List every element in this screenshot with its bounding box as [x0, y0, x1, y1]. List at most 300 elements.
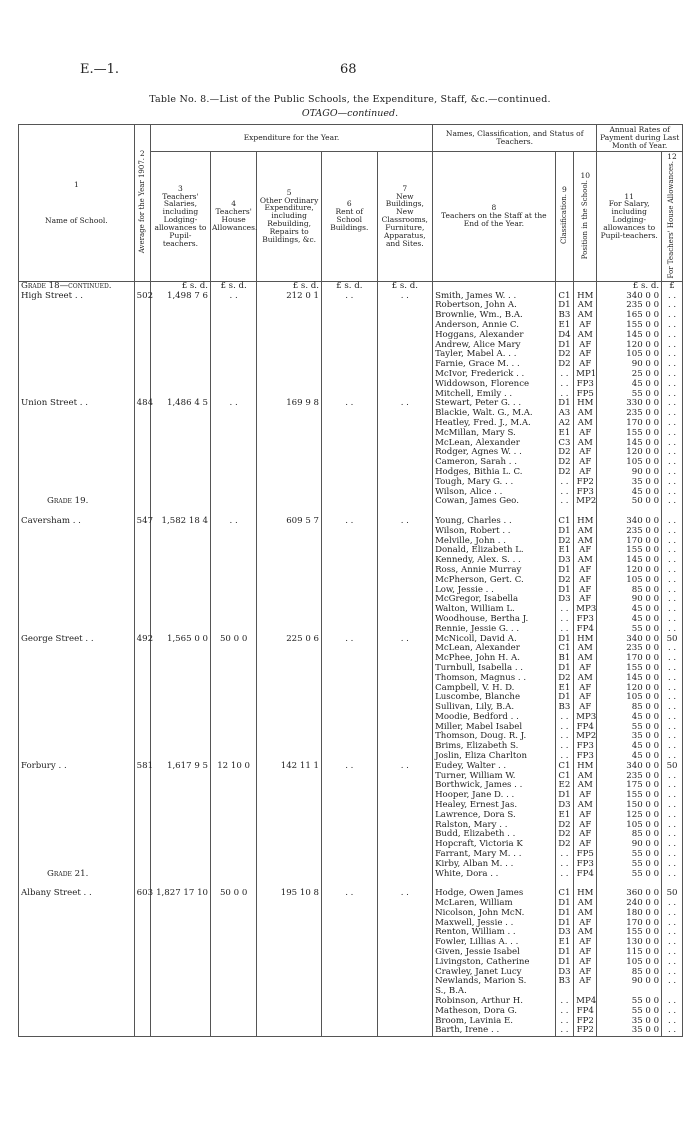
cell-salary-rate: 35 0 0	[597, 478, 662, 488]
col-salary-rate-header	[597, 151, 662, 281]
cell-salary-rate: 330 0 0	[597, 399, 662, 409]
cell-school	[19, 644, 135, 654]
cell-salaries	[150, 742, 210, 752]
col-number: 6	[346, 199, 352, 209]
cell-teacher-name: McLaren, William	[433, 899, 556, 909]
cell-school	[19, 478, 135, 488]
cell-salaries	[150, 781, 210, 791]
cell-school	[19, 360, 135, 370]
cell-house-rate: . .	[662, 1007, 683, 1017]
cell-salary-rate: 340 0 0	[597, 292, 662, 302]
cell-rent	[322, 419, 378, 429]
cell-average	[134, 830, 150, 840]
cell-classification: E1	[555, 546, 574, 556]
cell-school	[19, 458, 135, 468]
cell-average	[134, 938, 150, 948]
cell-school	[19, 301, 135, 311]
cell-other-expenditure	[257, 644, 322, 654]
cell-position: AF	[574, 811, 597, 821]
col-label: Name of School.	[45, 215, 108, 225]
cell-classification: C1	[555, 292, 574, 302]
cell-teacher-name: Kennedy, Alex. S. . .	[433, 556, 556, 566]
cell-rent	[322, 703, 378, 713]
col-number: 9	[562, 185, 567, 195]
cell-house-allowance	[211, 928, 257, 938]
cell-salary-rate: 240 0 0	[597, 899, 662, 909]
cell-teacher-name: Farnie, Grace M. . .	[433, 360, 556, 370]
cell-rent: . .	[322, 762, 378, 772]
cell-rent	[322, 537, 378, 547]
cell-rent	[322, 527, 378, 537]
cell-classification: . .	[555, 380, 574, 390]
cell-other-expenditure	[257, 997, 322, 1007]
cell-average: 484	[134, 399, 150, 409]
cell-salaries: £ s. d.	[150, 281, 210, 291]
cell-salary-rate: 105 0 0	[597, 693, 662, 703]
cell-house-rate: . .	[662, 586, 683, 596]
cell-classification: D1	[555, 635, 574, 645]
cell-house-allowance	[211, 605, 257, 615]
cell-house-rate: . .	[662, 850, 683, 860]
cell-teacher-name: Donald, Elizabeth L.	[433, 546, 556, 556]
cell-house-allowance	[211, 919, 257, 929]
col-label: New Buildings, New Classrooms, Furniture, Apparatus, and Sites.	[381, 191, 428, 248]
cell-classification: . .	[555, 390, 574, 400]
cell-average	[134, 772, 150, 782]
cell-salaries	[150, 546, 210, 556]
cell-salary-rate: 170 0 0	[597, 654, 662, 664]
cell-house-rate: . .	[662, 605, 683, 615]
cell-new-buildings	[377, 409, 433, 419]
cell-salaries	[150, 527, 210, 537]
cell-new-buildings	[377, 693, 433, 703]
cell-average	[134, 684, 150, 694]
cell-teacher-name: Turnbull, Isabella . .	[433, 664, 556, 674]
cell-house-allowance	[211, 723, 257, 733]
cell-classification: . .	[555, 497, 574, 507]
cell-salary-rate: 55 0 0	[597, 625, 662, 635]
cell-school	[19, 1007, 135, 1017]
cell-classification: E1	[555, 684, 574, 694]
cell-teacher-name: Newlands, Marion S.	[433, 977, 556, 987]
cell-house-rate: . .	[662, 948, 683, 958]
cell-average: 603	[134, 889, 150, 899]
cell-school	[19, 331, 135, 341]
cell-average	[134, 321, 150, 331]
cell-new-buildings	[377, 468, 433, 478]
cell-position: AM	[574, 674, 597, 684]
cell-salary-rate: 155 0 0	[597, 791, 662, 801]
cell-salaries	[150, 723, 210, 733]
cell-salaries	[150, 360, 210, 370]
cell-salaries	[150, 801, 210, 811]
cell-teacher-name: Livingston, Catherine	[433, 958, 556, 968]
cell-other-expenditure	[257, 732, 322, 742]
cell-salaries	[150, 674, 210, 684]
cell-average	[134, 458, 150, 468]
cell-position: AF	[574, 919, 597, 929]
cell-teacher-name: McGregor, Isabella	[433, 595, 556, 605]
cell-house-allowance	[211, 566, 257, 576]
cell-house-allowance	[211, 811, 257, 821]
cell-rent: . .	[322, 889, 378, 899]
cell-house-allowance	[211, 341, 257, 351]
cell-salaries	[150, 537, 210, 547]
cell-house-allowance	[211, 958, 257, 968]
cell-classification: D1	[555, 664, 574, 674]
cell-new-buildings	[377, 566, 433, 576]
cell-teacher-name: Eudey, Walter . .	[433, 762, 556, 772]
cell-salary-rate: £ s. d.	[597, 281, 662, 291]
col-house-rate-header	[662, 151, 683, 281]
cell-position: AM	[574, 928, 597, 938]
cell-new-buildings	[377, 850, 433, 860]
cell-new-buildings	[377, 723, 433, 733]
col-house-header	[211, 151, 257, 281]
cell-other-expenditure	[257, 870, 322, 880]
cell-house-allowance	[211, 674, 257, 684]
cell-average	[134, 497, 150, 507]
cell-other-expenditure	[257, 341, 322, 351]
cell-house-allowance	[211, 821, 257, 831]
cell-other-expenditure	[257, 713, 322, 723]
cell-rent: . .	[322, 292, 378, 302]
cell-teacher-name: Hopcraft, Victoria K	[433, 840, 556, 850]
cell-salary-rate: 235 0 0	[597, 301, 662, 311]
cell-classification: . .	[555, 625, 574, 635]
cell-other-expenditure	[257, 576, 322, 586]
cell-new-buildings	[377, 488, 433, 498]
cell-new-buildings	[377, 1017, 433, 1027]
cell-teacher-name: Ross, Annie Murray	[433, 566, 556, 576]
cell-average	[134, 301, 150, 311]
cell-house-allowance	[211, 1007, 257, 1017]
cell-new-buildings	[377, 968, 433, 978]
cell-salaries: 1,498 7 6	[150, 292, 210, 302]
cell-rent	[322, 968, 378, 978]
cell-house-rate: . .	[662, 556, 683, 566]
cell-classification: D1	[555, 301, 574, 311]
cell-new-buildings	[377, 840, 433, 850]
cell-teacher-name: Renton, William . .	[433, 928, 556, 938]
cell-other-expenditure	[257, 497, 322, 507]
cell-school: Caversham . .	[19, 517, 135, 527]
cell-salary-rate: 25 0 0	[597, 370, 662, 380]
cell-new-buildings	[377, 1007, 433, 1017]
cell-average	[134, 811, 150, 821]
cell-house-allowance	[211, 870, 257, 880]
cell-teacher-name: Brims, Elizabeth S.	[433, 742, 556, 752]
cell-school	[19, 370, 135, 380]
cell-classification: D3	[555, 928, 574, 938]
cell-house-allowance	[211, 468, 257, 478]
col-position-header	[574, 151, 597, 281]
cell-school	[19, 801, 135, 811]
cell-position: AM	[574, 331, 597, 341]
cell-salaries	[150, 488, 210, 498]
cell-teacher-name: Thomson, Magnus . .	[433, 674, 556, 684]
cell-house-allowance	[211, 860, 257, 870]
cell-rent	[322, 948, 378, 958]
cell-new-buildings	[377, 928, 433, 938]
cell-school	[19, 409, 135, 419]
cell-rent	[322, 350, 378, 360]
cell-teacher-name: Walton, William L.	[433, 605, 556, 615]
cell-other-expenditure	[257, 860, 322, 870]
cell-house-rate: . .	[662, 458, 683, 468]
cell-house-allowance	[211, 644, 257, 654]
cell-house-allowance	[211, 1017, 257, 1027]
cell-house-allowance	[211, 527, 257, 537]
cell-house-rate: . .	[662, 723, 683, 733]
col-label: For Salary, including Lodging-allowances to Pupil-teachers.	[600, 199, 658, 240]
cell-salary-rate: 235 0 0	[597, 772, 662, 782]
cell-position: AM	[574, 527, 597, 537]
cell-teacher-name: Young, Charles . .	[433, 517, 556, 527]
cell-salaries	[150, 1017, 210, 1027]
table-row	[19, 977, 683, 987]
cell-house-rate: . .	[662, 350, 683, 360]
cell-other-expenditure	[257, 909, 322, 919]
cell-average	[134, 948, 150, 958]
cell-average	[134, 1026, 150, 1036]
cell-other-expenditure	[257, 723, 322, 733]
cell-classification: D1	[555, 909, 574, 919]
cell-other-expenditure	[257, 586, 322, 596]
cell-other-expenditure	[257, 654, 322, 664]
cell-teacher-name: Hodges, Bithia L. C.	[433, 468, 556, 478]
cell-teacher-name: McLean, Alexander	[433, 644, 556, 654]
cell-rent	[322, 664, 378, 674]
cell-house-allowance	[211, 497, 257, 507]
cell-teacher-name: Melville, John . .	[433, 537, 556, 547]
cell-classification: . .	[555, 997, 574, 1007]
cell-position: MP4	[574, 997, 597, 1007]
cell-school	[19, 840, 135, 850]
col-classification-header	[555, 151, 574, 281]
cell-house-rate: . .	[662, 781, 683, 791]
cell-salary-rate: 165 0 0	[597, 311, 662, 321]
cell-school	[19, 830, 135, 840]
cell-position: HM	[574, 635, 597, 645]
cell-teacher-name: Borthwick, James . .	[433, 781, 556, 791]
cell-other-expenditure	[257, 556, 322, 566]
cell-rent	[322, 870, 378, 880]
cell-salaries	[150, 850, 210, 860]
cell-classification: E1	[555, 938, 574, 948]
cell-house-allowance	[211, 429, 257, 439]
cell-other-expenditure	[257, 977, 322, 987]
col-number: 3	[178, 183, 183, 193]
cell-house-allowance	[211, 987, 257, 997]
cell-position: AF	[574, 595, 597, 605]
cell-salary-rate: 35 0 0	[597, 1026, 662, 1036]
cell-average	[134, 732, 150, 742]
cell-other-expenditure	[257, 801, 322, 811]
cell-average: 581	[134, 762, 150, 772]
col-number: 11	[624, 191, 634, 201]
cell-other-expenditure	[257, 370, 322, 380]
cell-rent	[322, 850, 378, 860]
cell-position: AF	[574, 586, 597, 596]
cell-other-expenditure	[257, 742, 322, 752]
cell-school	[19, 556, 135, 566]
cell-salaries	[150, 938, 210, 948]
cell-position: AF	[574, 830, 597, 840]
cell-average	[134, 860, 150, 870]
cell-other-expenditure: 225 0 6	[257, 635, 322, 645]
report-code: E.—1.	[80, 62, 120, 77]
cell-house-rate: 50	[662, 889, 683, 899]
cell-classification: D2	[555, 360, 574, 370]
cell-average	[134, 586, 150, 596]
col-label: Average for the Year 1907.	[137, 158, 146, 254]
cell-other-expenditure	[257, 1026, 322, 1036]
cell-salary-rate: 340 0 0	[597, 517, 662, 527]
cell-house-rate: . .	[662, 801, 683, 811]
cell-new-buildings	[377, 301, 433, 311]
cell-new-buildings: . .	[377, 517, 433, 527]
cell-house-rate: . .	[662, 370, 683, 380]
cell-classification: D2	[555, 576, 574, 586]
col-label: Rent of School Buildings.	[330, 207, 369, 233]
col-label: Classification.	[559, 194, 568, 245]
col-average-header	[134, 125, 150, 282]
cell-other-expenditure: 169 9 8	[257, 399, 322, 409]
cell-position: AF	[574, 566, 597, 576]
cell-new-buildings	[377, 938, 433, 948]
cell-teacher-name: Crawley, Janet Lucy	[433, 968, 556, 978]
col-number: 8	[491, 203, 497, 213]
cell-house-allowance	[211, 350, 257, 360]
cell-teacher-name: Low, Jessie . .	[433, 586, 556, 596]
cell-house-allowance	[211, 997, 257, 1007]
cell-position: AF	[574, 429, 597, 439]
cell-rent	[322, 1007, 378, 1017]
cell-new-buildings	[377, 674, 433, 684]
cell-new-buildings	[377, 713, 433, 723]
cell-house-allowance	[211, 830, 257, 840]
cell-teacher-name: Tayler, Mabel A. . .	[433, 350, 556, 360]
cell-average	[134, 840, 150, 850]
cell-position: AM	[574, 772, 597, 782]
cell-house-allowance	[211, 448, 257, 458]
cell-new-buildings	[377, 830, 433, 840]
cell-rent	[322, 546, 378, 556]
cell-house-allowance	[211, 458, 257, 468]
cell-position: AF	[574, 968, 597, 978]
cell-average	[134, 605, 150, 615]
cell-position: AF	[574, 546, 597, 556]
cell-house-allowance	[211, 664, 257, 674]
cell-salary-rate: 105 0 0	[597, 458, 662, 468]
cell-salaries	[150, 370, 210, 380]
cell-salary-rate: 175 0 0	[597, 781, 662, 791]
cell-other-expenditure	[257, 664, 322, 674]
cell-other-expenditure	[257, 968, 322, 978]
cell-new-buildings	[377, 684, 433, 694]
cell-house-allowance	[211, 1026, 257, 1036]
cell-house-allowance	[211, 781, 257, 791]
cell-teacher-name: McPherson, Gert. C.	[433, 576, 556, 586]
cell-position: AM	[574, 644, 597, 654]
cell-rent	[322, 821, 378, 831]
cell-salaries: 1,486 4 5	[150, 399, 210, 409]
cell-classification: . .	[555, 370, 574, 380]
cell-new-buildings	[377, 527, 433, 537]
cell-teacher-name: Thomson, Doug. R. J.	[433, 732, 556, 742]
cell-average	[134, 576, 150, 586]
cell-salaries: 1,827 17 10	[150, 889, 210, 899]
cell-position: AM	[574, 311, 597, 321]
cell-house-rate: . .	[662, 380, 683, 390]
cell-school	[19, 684, 135, 694]
cell-other-expenditure	[257, 419, 322, 429]
cell-average	[134, 439, 150, 449]
cell-salaries	[150, 899, 210, 909]
cell-salary-rate: 45 0 0	[597, 605, 662, 615]
cell-teacher-name: Brownlie, Wm., B.A.	[433, 311, 556, 321]
cell-school	[19, 674, 135, 684]
cell-position: AF	[574, 791, 597, 801]
cell-rent	[322, 644, 378, 654]
cell-new-buildings	[377, 821, 433, 831]
cell-new-buildings	[377, 556, 433, 566]
cell-school	[19, 772, 135, 782]
cell-house-rate: . .	[662, 752, 683, 762]
cell-salaries	[150, 703, 210, 713]
cell-classification: B3	[555, 703, 574, 713]
cell-other-expenditure	[257, 488, 322, 498]
cell-salaries	[150, 556, 210, 566]
cell-new-buildings: . .	[377, 889, 433, 899]
cell-rent	[322, 301, 378, 311]
cell-salary-rate: 45 0 0	[597, 488, 662, 498]
cell-teacher-name: Cameron, Sarah . .	[433, 458, 556, 468]
cell-average	[134, 546, 150, 556]
cell-house-allowance	[211, 909, 257, 919]
cell-house-rate: . .	[662, 860, 683, 870]
cell-house-rate: . .	[662, 674, 683, 684]
cell-house-allowance	[211, 360, 257, 370]
cell-new-buildings: . .	[377, 762, 433, 772]
cell-school	[19, 850, 135, 860]
cell-position: AM	[574, 899, 597, 909]
cell-average	[134, 801, 150, 811]
cell-position: AF	[574, 458, 597, 468]
cell-other-expenditure	[257, 1007, 322, 1017]
cell-teacher-name: Hodge, Owen James	[433, 889, 556, 899]
col-salaries-header	[150, 151, 210, 281]
cell-salaries	[150, 478, 210, 488]
cell-rent	[322, 380, 378, 390]
cell-rent	[322, 919, 378, 929]
cell-position: FP2	[574, 478, 597, 488]
cell-teacher-name: Rodger, Agnes W. . .	[433, 448, 556, 458]
cell-house-rate: . .	[662, 772, 683, 782]
cell-school: High Street . .	[19, 292, 135, 302]
cell-position: MP2	[574, 497, 597, 507]
cell-salary-rate: 90 0 0	[597, 840, 662, 850]
cell-classification: D1	[555, 586, 574, 596]
cell-other-expenditure	[257, 781, 322, 791]
cell-house-rate: . .	[662, 703, 683, 713]
cell-salary-rate: 235 0 0	[597, 409, 662, 419]
cell-position: AM	[574, 801, 597, 811]
col-label: Position in the School.	[580, 179, 589, 259]
cell-house-rate: . .	[662, 870, 683, 880]
cell-position: FP4	[574, 870, 597, 880]
